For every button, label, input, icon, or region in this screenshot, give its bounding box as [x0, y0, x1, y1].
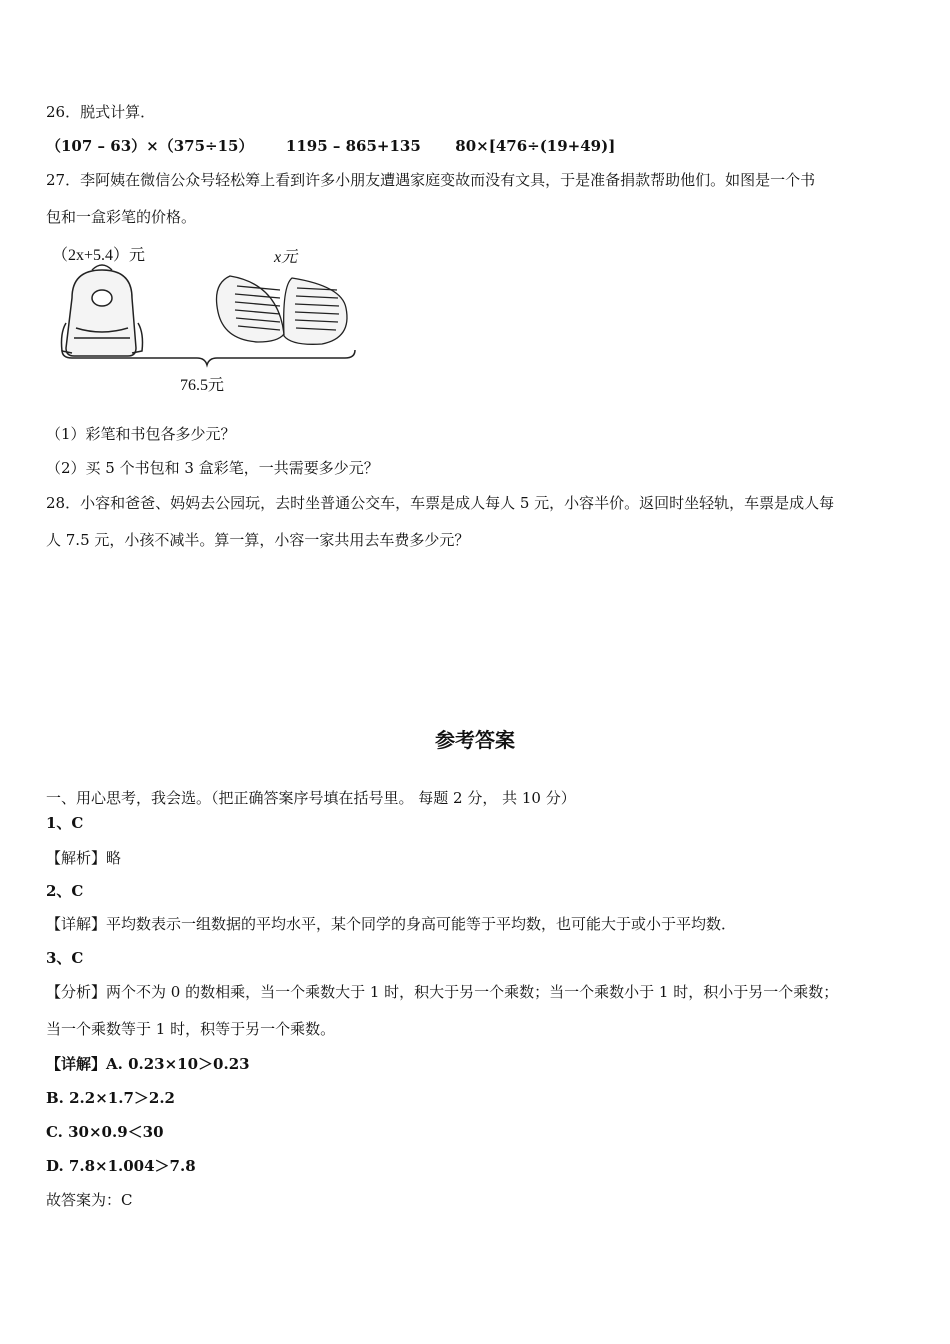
answer-3: 3、C: [46, 949, 84, 967]
answer-2: 2、C: [46, 882, 84, 900]
bag-price-label: （2x+5.4）元: [52, 247, 146, 264]
q26-expr3: 80×[476÷(19+49)]: [455, 137, 616, 155]
answers-title: 参考答案: [435, 728, 515, 752]
pens-price-label: x元: [274, 249, 298, 266]
total-price-label: 76.5元: [180, 377, 225, 394]
q26-expressions: [46, 136, 615, 156]
color-pens-icon: [217, 276, 348, 344]
answer-3-detail-b: B. 2.2×1.7＞2.2: [46, 1089, 175, 1107]
answer-1-analysis: 【解析】略: [46, 849, 122, 867]
q27-line2: 包和一盒彩笔的价格。: [46, 208, 197, 226]
q27-line1: 27．李阿姨在微信公众号轻松筹上看到许多小朋友遭遇家庭变故而没有文具，于是准备捐款帮助他们。如图是一个书: [46, 171, 816, 189]
answer-2-detail: 【详解】平均数表示一组数据的平均水平，某个同学的身高可能等于平均数，也可能大于或小于平均数．: [46, 915, 737, 933]
answer-3-analysis-1: 【分析】两个不为 0 的数相乘，当一个乘数大于 1 时，积大于另一个乘数；当一个乘数小于 1 时，积小于另一个乘数；: [46, 983, 839, 1001]
q26-title: 26．脱式计算．: [46, 103, 156, 121]
answer-3-detail-c: C. 30×0.9＜30: [46, 1123, 164, 1141]
q28-line2: 人 7.5 元，小孩不减半。算一算，小容一家共用去车费多少元？: [46, 531, 470, 549]
answer-3-analysis-2: 当一个乘数等于 1 时，积等于另一个乘数。: [46, 1020, 336, 1038]
answer-3-detail-d: D. 7.8×1.004＞7.8: [46, 1157, 196, 1175]
q27-sub1: （1）彩笔和书包各多少元？: [46, 425, 236, 443]
answer-3-conclusion: 故答案为：C: [46, 1191, 133, 1209]
q26-expr2: 1195 – 865+135: [285, 137, 421, 155]
backpack-icon: [62, 265, 143, 356]
q27-figure: [52, 238, 362, 398]
q28-line1: 28．小容和爸爸、妈妈去公园玩，去时坐普通公交车，车票是成人每人 5 元，小容半价。返回时坐轻轨，车票是成人每: [46, 494, 835, 512]
answer-1: 1、C: [46, 814, 84, 832]
answers-section1: 一、用心思考，我会选。（把正确答案序号填在括号里。 每题 2 分， 共 10 分）: [46, 789, 576, 807]
q27-sub2: （2）买 5 个书包和 3 盒彩笔，一共需要多少元？: [46, 459, 379, 477]
q26-expr1: （107 – 63）×（375÷15）: [46, 137, 254, 155]
answer-3-detail-a: 【详解】A. 0.23×10＞0.23: [46, 1055, 250, 1073]
